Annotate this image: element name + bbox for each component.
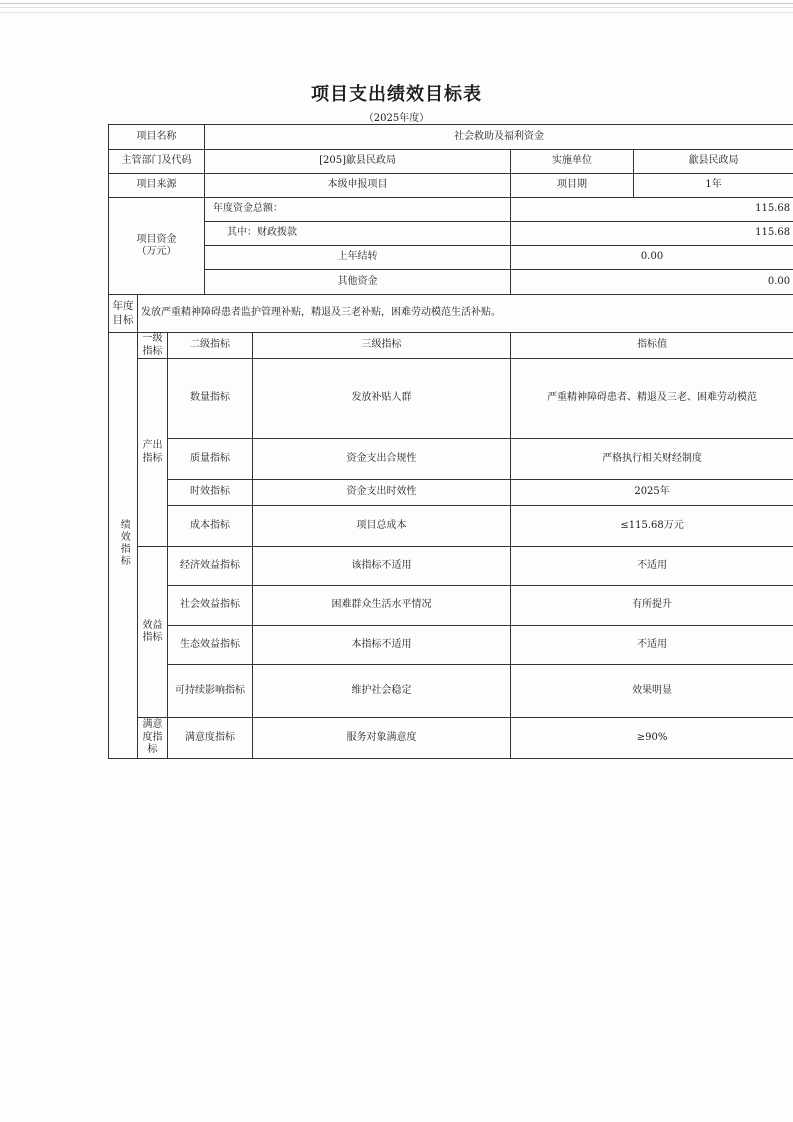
value-cell: 效果明显 <box>511 665 793 718</box>
unit-value: 歙县民政局 <box>634 150 793 174</box>
level3-cell: 服务对象满意度 <box>253 718 511 759</box>
row-funds-carry <box>109 246 793 270</box>
row-source <box>109 174 793 198</box>
value-cell: ≥90% <box>511 718 793 759</box>
value-cell: 不适用 <box>511 547 793 586</box>
level2-cell: 质量指标 <box>168 439 253 480</box>
funds-fiscal-label: 其中：财政拨款 <box>205 222 511 246</box>
funds-total-value: 115.68 <box>511 198 793 222</box>
level2-cell: 满意度指标 <box>168 718 253 759</box>
row-funds-total <box>109 198 793 222</box>
level3-cell: 该指标不适用 <box>253 547 511 586</box>
perf-indicator-label <box>109 333 138 759</box>
table-row <box>109 586 793 626</box>
value-cell: 2025年 <box>511 480 793 506</box>
level2-cell: 可持续影响指标 <box>168 665 253 718</box>
satisfaction-indicator-label: 满意度指标 <box>138 718 168 759</box>
value-cell: ≤115.68万元 <box>511 506 793 547</box>
dept-label: 主管部门及代码 <box>109 150 205 174</box>
header-level1: 一级指标 <box>138 333 168 359</box>
source-value: 本级申报项目 <box>205 174 511 198</box>
level2-cell: 数量指标 <box>168 359 253 439</box>
benefit-indicator-label: 效益指标 <box>138 547 168 718</box>
row-funds-other <box>109 270 793 295</box>
perf-indicator-text: 绩效指标 <box>118 519 130 568</box>
value-cell: 有所提升 <box>511 586 793 626</box>
period-value: 1年 <box>634 174 793 198</box>
funds-fiscal-value: 115.68 <box>511 222 793 246</box>
table-row <box>109 506 793 547</box>
table-row <box>109 547 793 586</box>
annual-goal-text: 发放严重精神障碍患者监护管理补贴，精退及三老补贴，困难劳动模范生活补贴。 <box>138 295 793 333</box>
funds-carry-label: 上年结转 <box>205 246 511 270</box>
row-perf-header <box>109 333 793 359</box>
level2-cell: 经济效益指标 <box>168 547 253 586</box>
period-label: 项目期 <box>511 174 634 198</box>
table-row <box>109 480 793 506</box>
unit-label: 实施单位 <box>511 150 634 174</box>
level3-cell: 维护社会稳定 <box>253 665 511 718</box>
level3-cell: 本指标不适用 <box>253 626 511 665</box>
annual-goal-label: 年度目标 <box>109 295 138 333</box>
funds-total-label: 年度资金总额： <box>205 198 511 222</box>
value-cell: 严重精神障碍患者、精退及三老、困难劳动模范 <box>511 359 793 439</box>
value-cell: 不适用 <box>511 626 793 665</box>
table-row <box>109 665 793 718</box>
table-row <box>109 626 793 665</box>
level3-cell: 发放补贴人群 <box>253 359 511 439</box>
level2-cell: 生态效益指标 <box>168 626 253 665</box>
document-year: （2025年度） <box>363 113 430 124</box>
value-cell: 严格执行相关财经制度 <box>511 439 793 480</box>
table-row <box>109 359 793 439</box>
level3-cell: 资金支出时效性 <box>253 480 511 506</box>
level3-cell: 项目总成本 <box>253 506 511 547</box>
level2-cell: 社会效益指标 <box>168 586 253 626</box>
header-level2: 二级指标 <box>168 333 253 359</box>
header-value: 指标值 <box>511 333 793 359</box>
output-indicator-label: 产出指标 <box>138 359 168 547</box>
level3-cell: 困难群众生活水平情况 <box>253 586 511 626</box>
funds-other-label: 其他资金 <box>205 270 511 295</box>
row-department <box>109 150 793 174</box>
level3-cell: 资金支出合规性 <box>253 439 511 480</box>
funds-carry-value: 0.00 <box>511 246 793 270</box>
row-annual-goal <box>109 295 793 333</box>
document-title: 项目支出绩效目标表 <box>311 84 482 105</box>
header-level3: 三级指标 <box>253 333 511 359</box>
source-label: 项目来源 <box>109 174 205 198</box>
funds-other-value: 0.00 <box>511 270 793 295</box>
level2-cell: 时效指标 <box>168 480 253 506</box>
performance-target-table <box>108 124 793 759</box>
project-name-value: 社会救助及福利资金 <box>205 125 793 150</box>
level2-cell: 成本指标 <box>168 506 253 547</box>
table-row <box>109 718 793 759</box>
row-funds-fiscal <box>109 222 793 246</box>
project-name-label: 项目名称 <box>109 125 205 150</box>
funds-label: 项目资金 （万元） <box>109 198 205 295</box>
dept-value: [205]歙县民政局 <box>205 150 511 174</box>
row-project-name <box>109 125 793 150</box>
table-row <box>109 439 793 480</box>
